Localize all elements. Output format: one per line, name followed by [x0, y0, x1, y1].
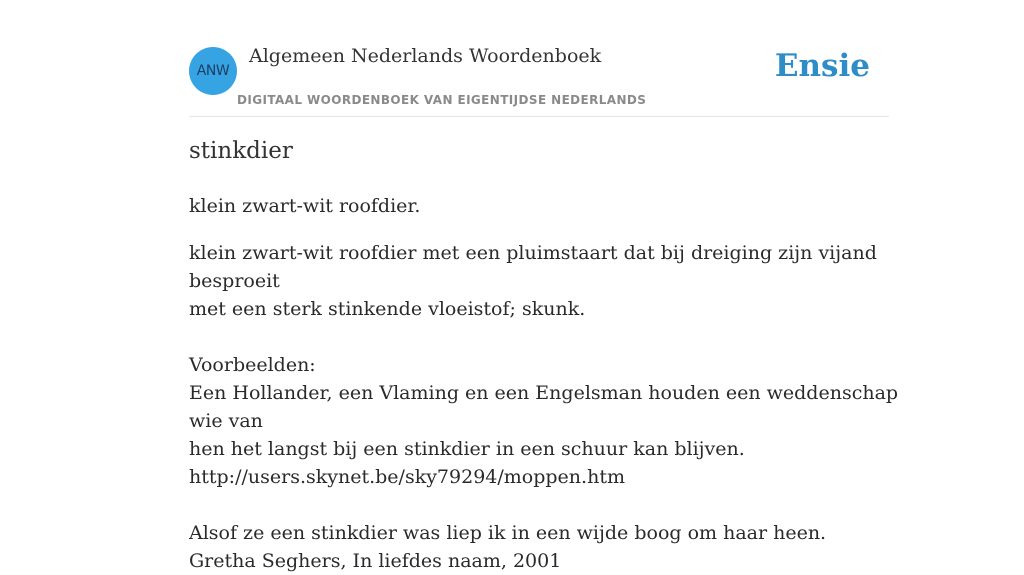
example-text: Alsof ze een stinkdier was liep ik in een wijde boog om haar heen.	[189, 522, 827, 544]
example-text: Een Hollander, een Vlaming en een Engelsman houden een weddenschap wie van	[189, 382, 899, 432]
source-subtitle: DIGITAAL WOORDENBOEK VAN EIGENTIJDSE NEDERLANDS	[237, 93, 647, 107]
example-text: hen het langst bij een stinkdier in een schuur kan blijven.	[189, 438, 745, 460]
content-container	[189, 0, 899, 572]
spacer	[189, 491, 899, 519]
short-definition: klein zwart-wit roofdier.	[189, 195, 421, 217]
source-title[interactable]: Algemeen Nederlands Woordenboek	[249, 45, 602, 67]
entry-body	[189, 239, 899, 575]
long-definition-line: klein zwart-wit roofdier met een pluimstaart dat bij dreiging zijn vijand besproeit	[189, 242, 877, 292]
example-source: Gretha Seghers, In liefdes naam, 2001	[189, 550, 562, 572]
ensie-logo-link[interactable]: Ensie	[774, 48, 870, 84]
spacer	[189, 323, 899, 351]
long-definition-line: met een sterk stinkende vloeistof; skunk.	[189, 298, 586, 320]
examples-label: Voorbeelden:	[189, 354, 316, 376]
anw-logo-icon[interactable]: ANW	[189, 47, 237, 95]
site-header	[189, 0, 889, 117]
example-source: http://users.skynet.be/sky79294/moppen.htm	[189, 466, 625, 488]
entry-word: stinkdier	[189, 138, 293, 164]
